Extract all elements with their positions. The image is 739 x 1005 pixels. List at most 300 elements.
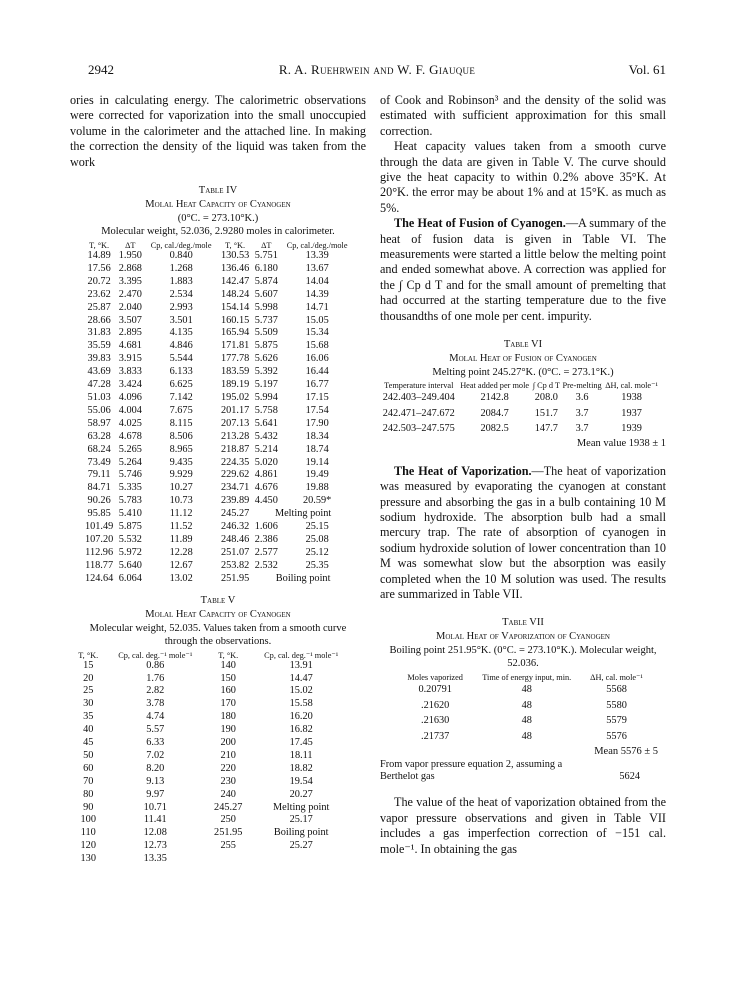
- table-cell: 251.95: [220, 572, 250, 584]
- table-cell: 195.02: [220, 392, 250, 403]
- table-row: [82, 405, 354, 418]
- table-cell: 171.81: [220, 340, 250, 352]
- table-cell: 15.02: [289, 685, 313, 697]
- table-cell: 1.950: [118, 250, 142, 262]
- table-cell: 255: [220, 840, 236, 852]
- column-header: T, °K.: [78, 650, 99, 660]
- table-cell: 110: [80, 827, 96, 839]
- table-cell: 2.82: [146, 685, 165, 697]
- table-cell: 16.82: [289, 724, 313, 736]
- table-cell: 147.7: [534, 422, 558, 434]
- table-cell: .21737: [421, 730, 450, 742]
- table-cell: 120: [80, 840, 96, 852]
- table-label: Table VII: [502, 617, 544, 629]
- table-cell: 5.972: [118, 546, 142, 558]
- table-cell: 151.7: [534, 407, 558, 419]
- table-cell: 5.544: [169, 353, 193, 365]
- table-cell: 3.501: [169, 314, 193, 326]
- table-row: [82, 418, 354, 431]
- table-cell: 5.410: [118, 508, 142, 520]
- page-number: 2942: [88, 62, 114, 77]
- table-cell: 3.424: [118, 379, 142, 391]
- table-cell: 16.77: [305, 379, 329, 391]
- paragraph: The value of the heat of vaporization obtained from the vapor pressure observations and given in Table VII includes a gas imperfection correction of −151 cal. mole⁻¹. In obtaining the gas: [380, 795, 666, 856]
- table-cell: 3.915: [118, 353, 142, 365]
- table-cell: 8.965: [169, 443, 193, 455]
- table-cell: 0.86: [146, 659, 165, 671]
- left-column: [70, 93, 366, 866]
- table-cell: 2.895: [118, 327, 142, 339]
- table-cell: 248.46: [220, 533, 250, 545]
- table-cell: 7.02: [146, 749, 165, 761]
- table-cell: 1938: [621, 392, 642, 404]
- table-cell: 136.46: [220, 262, 250, 274]
- table-row: [82, 521, 354, 534]
- table-row: [74, 685, 354, 698]
- table-cell: 5.020: [254, 456, 278, 468]
- table-cell: 60: [83, 762, 94, 774]
- table-cell: Melting point: [273, 801, 330, 813]
- table-cell: 9.13: [146, 775, 165, 787]
- table-cell: 5.265: [118, 443, 142, 455]
- table-cell: 84.71: [87, 482, 111, 494]
- column-header: T, °K.: [89, 241, 110, 251]
- table-cell: 15.58: [289, 698, 313, 710]
- table-cell: Melting point: [274, 508, 332, 520]
- table-cell: 1.76: [146, 672, 165, 684]
- column-header: Moles vaporized: [407, 673, 463, 683]
- table-cell: 6.133: [169, 366, 193, 378]
- table-cell: 23.62: [87, 288, 111, 300]
- table-cell: 208.0: [534, 392, 558, 404]
- table-cell: 4.678: [118, 430, 142, 442]
- table-row: [400, 698, 650, 713]
- table-cell: 10.73: [169, 495, 193, 507]
- table-cell: 51.03: [87, 392, 111, 403]
- table-cell: 25.08: [305, 533, 329, 545]
- table-cell: 63.28: [87, 430, 111, 442]
- table-cell: 9.435: [169, 456, 193, 468]
- authors: R. A. Ruehrwein and W. F. Giauque: [278, 62, 476, 77]
- table-cell: 2082.5: [480, 422, 509, 434]
- table-cell: 210: [220, 749, 236, 761]
- table-row: [82, 560, 354, 573]
- table-row: [74, 789, 354, 802]
- table-cell: Boiling point: [273, 827, 329, 839]
- table-cell: 5.746: [118, 469, 142, 481]
- table-cell: 3.78: [146, 698, 165, 710]
- table-cell: 234.71: [220, 482, 250, 494]
- table-cell: 30: [83, 698, 94, 710]
- table-cell: 7.142: [169, 392, 193, 403]
- table-cell: 12.28: [169, 546, 193, 558]
- table-cell: 207.13: [220, 417, 250, 429]
- table-cell: 142.47: [220, 275, 250, 287]
- table-cell: 4.135: [169, 327, 193, 339]
- table-cell: 112.96: [85, 546, 114, 558]
- table-cell: 90: [83, 801, 94, 813]
- table-row: [82, 302, 354, 315]
- table-cell: 100: [80, 814, 96, 826]
- table-row: [74, 737, 354, 750]
- table-cell: 11.52: [169, 521, 193, 533]
- table-cell: 17.54: [305, 404, 329, 416]
- table-cell: 25.12: [305, 546, 329, 558]
- table-row: [82, 379, 354, 392]
- table-cell: 5.607: [254, 288, 278, 300]
- table-row: [380, 406, 660, 421]
- table-row: [400, 729, 650, 744]
- heat-capacity-table: [82, 241, 354, 586]
- table-cell: 140: [220, 659, 236, 671]
- table-cell: 2.577: [254, 546, 278, 558]
- table-subtitle: Molecular weight, 52.035. Values taken from a smooth curve through the observations.: [89, 622, 347, 647]
- table-cell: 18.34: [305, 430, 329, 442]
- table-cell: 5.197: [254, 379, 278, 391]
- table-cell: 9.929: [169, 469, 193, 481]
- right-column: [380, 93, 666, 857]
- table-subtitle: Boiling point 251.95°K. (0°C. = 273.10°K.). Molecular weight, 52.036.: [389, 645, 657, 670]
- table-cell: 9.97: [146, 788, 165, 800]
- table-label: Table IV: [198, 185, 238, 197]
- table-cell: 80: [83, 788, 94, 800]
- table-row: [74, 840, 354, 853]
- table-cell: 124.64: [84, 572, 114, 584]
- section-heading: The Heat of Vaporization.: [394, 463, 532, 478]
- table-cell: 150: [220, 672, 236, 684]
- table-cell: 19.14: [305, 456, 329, 468]
- table-cell: 50: [83, 749, 94, 761]
- table-cell: 0.20791: [418, 684, 452, 696]
- table-cell: 5.335: [118, 482, 142, 494]
- column-header: Heat added per mole: [460, 381, 530, 391]
- table-cell: 101.49: [84, 521, 114, 533]
- table-cell: 13.35: [143, 853, 167, 865]
- table-cell: 13.02: [169, 572, 193, 584]
- table-footer-value: 5624: [619, 771, 640, 783]
- table-cell: 2.386: [254, 533, 278, 545]
- table-cell: 1937: [621, 407, 642, 419]
- table-cell: 8.20: [146, 762, 165, 774]
- table-cell: 28.66: [87, 314, 111, 326]
- table-row: [82, 276, 354, 289]
- table-cell: 170: [220, 698, 236, 710]
- table-cell: 13.67: [305, 262, 329, 274]
- table-subtitle: (0°C. = 273.10°K.): [177, 213, 259, 225]
- table-cell: 2.868: [118, 262, 142, 274]
- table-cell: 20: [83, 672, 94, 684]
- table-subtitle: Melting point 245.27°K. (0°C. = 273.1°K.): [432, 367, 614, 379]
- table-cell: 107.20: [84, 533, 114, 545]
- table-row: [74, 750, 354, 763]
- table-cell: 58.97: [87, 417, 111, 429]
- table-row: [82, 495, 354, 508]
- table-cell: 240: [220, 788, 236, 800]
- table-cell: 5.532: [118, 533, 142, 545]
- column-header: Cp, cal. deg.⁻¹ mole⁻¹: [118, 650, 193, 660]
- table-cell: 11.41: [143, 814, 167, 826]
- table-row: [74, 711, 354, 724]
- table-row: [74, 660, 354, 673]
- table-cell: 35: [83, 711, 94, 723]
- table-cell: 4.004: [118, 404, 142, 416]
- table-cell: 245.27: [214, 801, 243, 813]
- table-row: [82, 353, 354, 366]
- table-row: [380, 421, 660, 436]
- table-cell: 189.19: [220, 379, 250, 391]
- table-cell: 130: [80, 853, 96, 865]
- table-cell: 245.27: [220, 508, 250, 520]
- table-cell: 5.641: [254, 417, 278, 429]
- table-cell: [248, 853, 354, 866]
- table-cell: 2.534: [169, 288, 193, 300]
- table-cell: 14.89: [87, 250, 111, 262]
- table-title: Molal Heat Capacity of Cyanogen: [145, 608, 291, 620]
- table-cell: 242.471–247.672: [382, 407, 455, 419]
- table-row: [82, 534, 354, 547]
- table-cell: .21620: [421, 699, 450, 711]
- table-cell: 200: [220, 737, 236, 749]
- table-row: [82, 573, 354, 586]
- column-header: ΔH, cal. mole⁻¹: [590, 673, 643, 683]
- table-row: [74, 698, 354, 711]
- table-cell: 201.17: [220, 404, 250, 416]
- table-cell: 230: [220, 775, 236, 787]
- table-cell: 6.625: [169, 379, 193, 391]
- table-footer-label: From vapor pressure equation 2, assuming a Berthelot gas: [380, 759, 563, 783]
- table-cell: 148.24: [220, 288, 250, 300]
- table-cell: 14.47: [289, 672, 313, 684]
- table-cell: 25.35: [305, 559, 329, 571]
- table-cell: 3.833: [118, 366, 142, 378]
- table-cell: 20.72: [87, 275, 111, 287]
- table-cell: 4.861: [254, 469, 278, 481]
- table-cell: 253.82: [220, 559, 250, 571]
- table-cell: 2.040: [118, 301, 142, 313]
- table-cell: 90.26: [87, 495, 111, 507]
- table-row: [82, 327, 354, 340]
- table-cell: 18.74: [305, 443, 329, 455]
- table-cell: 5.874: [254, 275, 278, 287]
- table-cell: 180: [220, 711, 236, 723]
- paragraph: [380, 216, 666, 324]
- table-cell: 55.06: [87, 404, 111, 416]
- table-row: [74, 776, 354, 789]
- table-cell: 6.33: [146, 737, 165, 749]
- table-cell: 5580: [606, 699, 627, 711]
- table-row: [82, 444, 354, 457]
- table-row: [82, 482, 354, 495]
- table-cell: 17.56: [87, 262, 111, 274]
- table-title: Molal Heat Capacity of Cyanogen: [145, 199, 291, 211]
- table-cell: 190: [220, 724, 236, 736]
- table-cell: 25.15: [305, 521, 329, 533]
- table-row: [400, 713, 650, 728]
- table-cell: 242.403–249.404: [382, 392, 455, 404]
- table-cell: 5.432: [254, 430, 278, 442]
- table-cell: 5.751: [254, 250, 278, 262]
- table-cell: 2.532: [254, 559, 278, 571]
- table-cell: 3.507: [118, 314, 142, 326]
- table-row: [82, 392, 354, 405]
- table-cell: 3.7: [575, 407, 589, 419]
- table-footer-row: [380, 759, 666, 783]
- table-row: [400, 682, 650, 697]
- column-header: Cp, cal./deg./mole: [150, 241, 212, 251]
- table-cell: 5.509: [254, 327, 278, 339]
- table-cell: 5.994: [254, 392, 278, 403]
- table-cell: 242.503–247.575: [382, 422, 455, 434]
- heat-of-vaporization-table: [400, 673, 650, 744]
- table-cell: 20.59*: [302, 495, 332, 507]
- table-cell: 177.78: [220, 353, 250, 365]
- table-cell: 48: [521, 699, 532, 711]
- table-cell: 8.506: [169, 430, 193, 442]
- table-cell: 14.04: [305, 275, 329, 287]
- table-row: [380, 390, 660, 405]
- column-header: T, °K.: [218, 650, 239, 660]
- table-cell: 15.34: [305, 327, 329, 339]
- table-row: [82, 469, 354, 482]
- table-cell: 13.91: [289, 659, 313, 671]
- table-cell: 19.54: [289, 775, 313, 787]
- table-row: [82, 340, 354, 353]
- table-cell: 5.737: [254, 314, 278, 326]
- table-cell: 1939: [621, 422, 642, 434]
- table-label: Table V: [200, 594, 236, 606]
- table-cell: 5579: [606, 715, 627, 727]
- table-cell: 0.840: [169, 250, 193, 262]
- table-cell: 10.71: [143, 801, 167, 813]
- table-cell: 160.15: [220, 314, 250, 326]
- table-cell: 15: [83, 659, 94, 671]
- table-cell: 68.24: [87, 443, 111, 455]
- table-title: Molal Heat of Fusion of Cyanogen: [449, 353, 597, 365]
- table-row: [82, 547, 354, 560]
- table-cell: 16.44: [305, 366, 329, 378]
- table-cell: 11.12: [169, 508, 193, 520]
- heat-of-fusion-table: [380, 381, 660, 436]
- table-cell: 18.82: [289, 762, 313, 774]
- table-cell: 6.064: [118, 572, 142, 584]
- table-cell: 12.67: [169, 559, 193, 571]
- section-heading: The Heat of Fusion of Cyanogen.: [394, 216, 566, 231]
- table-row: [74, 814, 354, 827]
- table-cell: 39.83: [87, 353, 111, 365]
- table-cell: 154.14: [220, 301, 250, 313]
- table-cell: 16.20: [289, 711, 313, 723]
- table-row: [82, 289, 354, 302]
- table-cell: 16.06: [305, 353, 329, 365]
- table-cell: 14.71: [305, 301, 329, 313]
- table-cell: 48: [521, 684, 532, 696]
- table-cell: 11.89: [169, 533, 193, 545]
- table-cell: 48: [521, 715, 532, 727]
- table-cell: 183.59: [220, 366, 250, 378]
- table-cell: 5.214: [254, 443, 278, 455]
- column-header: Cp, cal. deg.⁻¹ mole⁻¹: [264, 650, 339, 660]
- table-cell: 15.68: [305, 340, 329, 352]
- column-header: Time of energy input, min.: [482, 673, 572, 683]
- table-cell: 47.28: [87, 379, 111, 391]
- table-row: [74, 802, 354, 815]
- table-cell: 3.395: [118, 275, 142, 287]
- table-cell: 118.77: [85, 559, 114, 571]
- table-cell: 18.11: [289, 749, 313, 761]
- paragraph: of Cook and Robinson³ and the density of the solid was estimated with sufficient approximation for this small correction.: [380, 93, 666, 138]
- table-cell: 2084.7: [480, 407, 509, 419]
- table-row: [74, 827, 354, 840]
- table-cell: 17.15: [305, 392, 329, 403]
- table-cell: 40: [83, 724, 94, 736]
- table-cell: Boiling point: [275, 572, 331, 584]
- table-cell: 25.27: [289, 840, 313, 852]
- table-cell: [208, 853, 248, 866]
- smooth-heat-capacity-table: [74, 651, 354, 867]
- table-mean: Mean value 1938 ± 1: [576, 438, 666, 450]
- table-cell: 4.096: [118, 392, 142, 403]
- column-header: Cp, cal./deg./mole: [286, 241, 348, 251]
- table-cell: 251.07: [220, 546, 250, 558]
- paragraph: Heat capacity values taken from a smooth curve through the data are given in Table V. The curve should give the heat capacity to within 0.2% above 35°K. At 20°K. the error may be about 1% and at 15°K. as much as 5%.: [380, 139, 666, 215]
- column-header: Temperature interval: [384, 381, 454, 391]
- table-cell: 4.74: [146, 711, 165, 723]
- table-cell: 250: [220, 814, 236, 826]
- table-cell: 73.49: [87, 456, 111, 468]
- table-cell: 6.180: [254, 262, 278, 274]
- column-header: ΔH, cal. mole⁻¹: [605, 381, 658, 391]
- table-row: [82, 457, 354, 470]
- column-header: Pre-melting: [562, 381, 602, 391]
- table-cell: 4.846: [169, 340, 193, 352]
- table-cell: .21630: [421, 715, 450, 727]
- table-row: [74, 724, 354, 737]
- paragraph-text: —A summary of the heat of fusion data is given in Table VI. The measurements were started a little below the melting point and ended somewhat above. A correction was applied for the ∫ Cp d T and for the small amount of premelting that had occurred at the starting temperature due to the five thousandths of one mole per cent. impurity.: [380, 216, 666, 323]
- table-cell: 8.115: [169, 417, 193, 429]
- table-cell: 218.87: [220, 443, 250, 455]
- table-cell: 7.675: [169, 404, 193, 416]
- table-row: [74, 763, 354, 776]
- table-cell: 70: [83, 775, 94, 787]
- table-cell: 25: [83, 685, 94, 697]
- table-cell: 10.27: [169, 482, 193, 494]
- table-cell: 48: [521, 730, 532, 742]
- table-cell: 224.35: [220, 456, 250, 468]
- table-cell: 4.450: [254, 495, 278, 507]
- table-cell: 3.7: [575, 422, 589, 434]
- table-cell: 2142.8: [480, 392, 509, 404]
- table-row: [82, 315, 354, 328]
- table-cell: 165.94: [220, 327, 250, 339]
- table-cell: 45: [83, 737, 94, 749]
- table-cell: 160: [220, 685, 236, 697]
- table-row: [74, 853, 354, 866]
- table-cell: 5.758: [254, 404, 278, 416]
- table-cell: 239.89: [220, 495, 250, 507]
- table-mean: Mean 5576 ± 5: [594, 746, 658, 757]
- table-title: Molal Heat of Vaporization of Cyanogen: [436, 631, 610, 643]
- table-cell: 4.676: [254, 482, 278, 494]
- table-cell: 229.62: [220, 469, 250, 481]
- column-header: ∫ Cp d T: [532, 381, 560, 391]
- table-cell: 19.49: [305, 469, 329, 481]
- paragraph: [380, 464, 666, 603]
- table-cell: 17.45: [289, 737, 313, 749]
- running-header: [88, 62, 666, 80]
- table-cell: 246.32: [220, 521, 250, 533]
- table-cell: 12.73: [143, 840, 167, 852]
- table-cell: 2.470: [118, 288, 142, 300]
